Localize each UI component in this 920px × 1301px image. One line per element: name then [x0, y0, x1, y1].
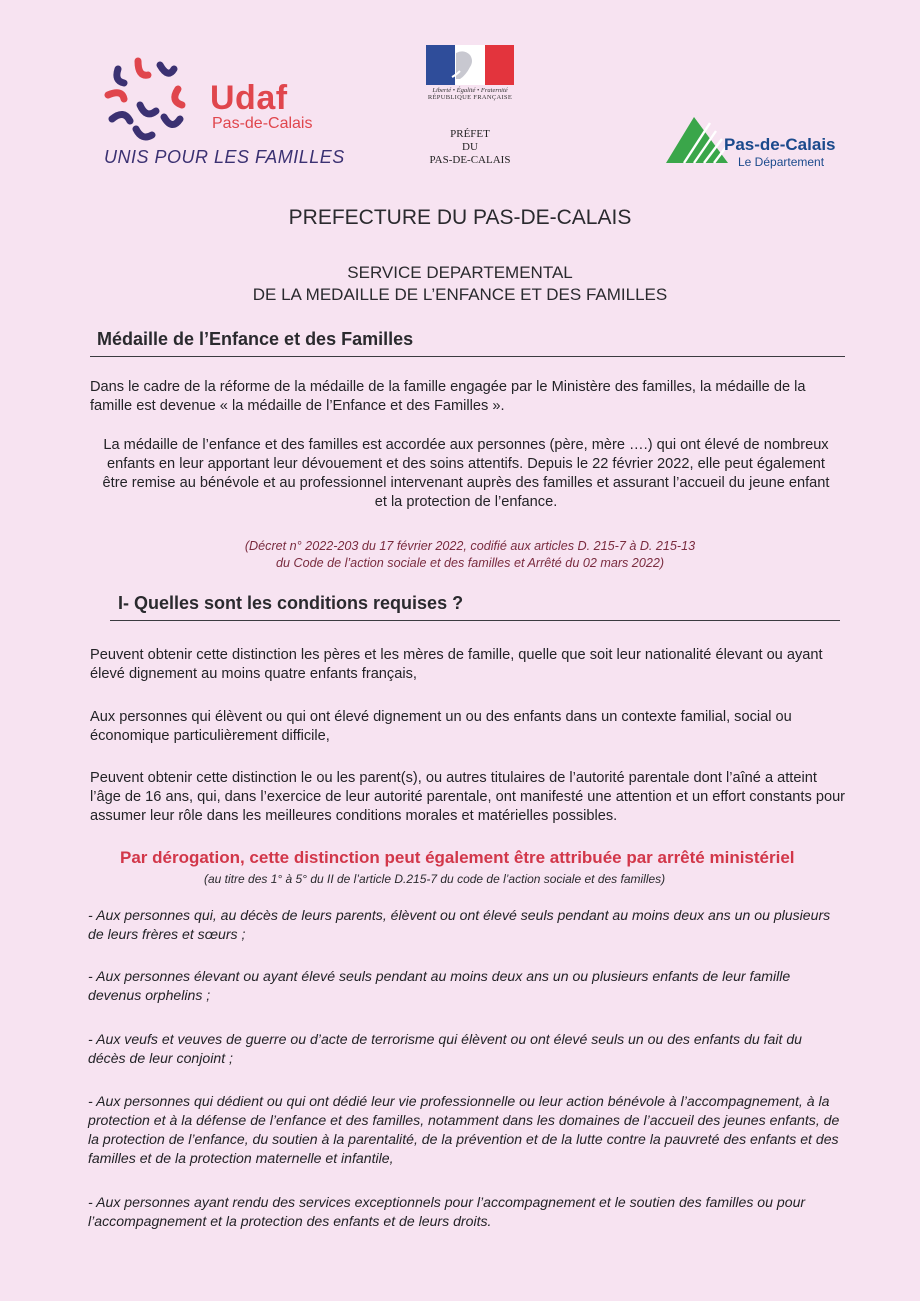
udaf-region: Pas-de-Calais — [212, 115, 313, 132]
decree-reference — [130, 538, 810, 572]
medal-section-heading: Médaille de l’Enfance et des Familles — [97, 329, 414, 349]
prefet-block — [410, 128, 530, 167]
medal-description-paragraph: La médaille de l’enfance et des familles est accordée aux personnes (père, mère ….) qui ont élevé de nombreux enfants en leur apportant leur dévouement et des soins attentifs. Depuis le 22 février 2022, elle peut également être remise au bénévole et au professionnel intervenant auprès des familles et assurant l’accueil du jeune enfant et la protection de l’enfance. — [102, 437, 830, 510]
marianne-flag-icon — [426, 45, 514, 85]
decree-line: (Décret n° 2022-203 du 17 février 2022, codifié aux articles D. 215-7 à D. 215-13 — [244, 539, 696, 553]
service-title-line: SERVICE DEPARTEMENTAL — [347, 263, 573, 282]
derogation-list-item: - Aux veufs et veuves de guerre ou d’acte de terrorisme qui élèvent ou ont élevé seuls un ou des enfants du fait du décès de leur conjoint ; — [88, 1031, 802, 1066]
derogation-list-item: - Aux personnes élevant ou ayant élevé seuls pendant au moins deux ans un ou plusieurs enfants de leur famille devenus orphelins ; — [88, 968, 791, 1003]
decree-line: du Code de l’action sociale et des familles et Arrêté du 02 mars 2022) — [275, 556, 665, 570]
derogation-subheading: (au titre des 1° à 5° du II de l’article D.215-7 du code de l’action sociale et des familles) — [204, 872, 666, 886]
derogation-list-item: - Aux personnes qui dédient ou qui ont dédié leur vie professionnelle ou leur action bénévole à l’accompagnement, à la protection et à la défense de l’enfance et des familles, notamment dans les domaines de l’accueil des jeunes enfants, de la protection de l’enfance, du soutien à la parentalité, de la prévention et de la lutte contre la pauvreté des enfants et des familles et de la protection maternelle et infantile, — [88, 1093, 840, 1166]
derogation-list-item: - Aux personnes qui, au décès de leurs parents, élèvent ou ont élevé seuls pendant au moins deux ans un ou plusieurs de leurs frères et sœurs ; — [88, 907, 831, 942]
section-divider — [110, 620, 840, 621]
section-divider — [90, 356, 845, 357]
service-title — [0, 262, 920, 306]
medal-intro-paragraph: Dans le cadre de la réforme de la médaille de la famille engagée par le Ministère des familles, la médaille de la famille est devenue « la médaille de l’Enfance et des Familles ». — [90, 379, 806, 414]
prefecture-title: PREFECTURE DU PAS-DE-CALAIS — [288, 206, 632, 229]
rf-motto: Liberté • Égalité • Fraternité — [432, 87, 508, 94]
conditions-paragraph: Aux personnes qui élèvent ou qui ont élevé dignement un ou des enfants dans un contexte familial, social ou économique particulièrement difficile, — [90, 709, 792, 744]
prefet-line: PRÉFET — [450, 128, 490, 140]
derogation-list-item: - Aux personnes ayant rendu des services exceptionnels pour l’accompagnement et le soutien des familles ou pour l’accompagnement et la protection des enfants et de leurs droits. — [88, 1194, 806, 1229]
prefet-line: DU — [462, 141, 478, 153]
rf-name: RÉPUBLIQUE FRANÇAISE — [427, 94, 513, 101]
udaf-symbol-icon — [100, 55, 200, 145]
pas-de-calais-departement-logo — [664, 113, 854, 173]
department-subtitle: Le Département — [738, 155, 825, 169]
prefet-line: PAS-DE-CALAIS — [429, 154, 511, 166]
conditions-paragraph: Peuvent obtenir cette distinction le ou les parent(s), ou autres titulaires de l’autorité parentale dont l’aîné a atteint l’âge de 16 ans, qui, dans l’exercice de leur autorité parentale, ont manifesté une attention et un effort constants pour assumer leur rôle dans les meilleures conditions morales et matérielles possibles. — [90, 770, 846, 824]
udaf-slogan: UNIS POUR LES FAMILLES — [104, 147, 345, 167]
department-mountain-icon — [664, 113, 730, 165]
udaf-logo — [100, 55, 345, 185]
derogation-heading: Par dérogation, cette distinction peut également être attribuée par arrêté ministériel — [120, 848, 795, 867]
conditions-paragraph: Peuvent obtenir cette distinction les pères et les mères de famille, quelle que soit leur nationalité élevant ou ayant élevé dignement au moins quatre enfants français, — [90, 647, 823, 682]
service-title-line: DE LA MEDAILLE DE L’ENFANCE ET DES FAMILLES — [252, 285, 668, 304]
conditions-section-heading: I- Quelles sont les conditions requises ? — [118, 593, 464, 613]
udaf-name: Udaf — [210, 79, 288, 117]
department-name: Pas-de-Calais — [724, 135, 836, 154]
